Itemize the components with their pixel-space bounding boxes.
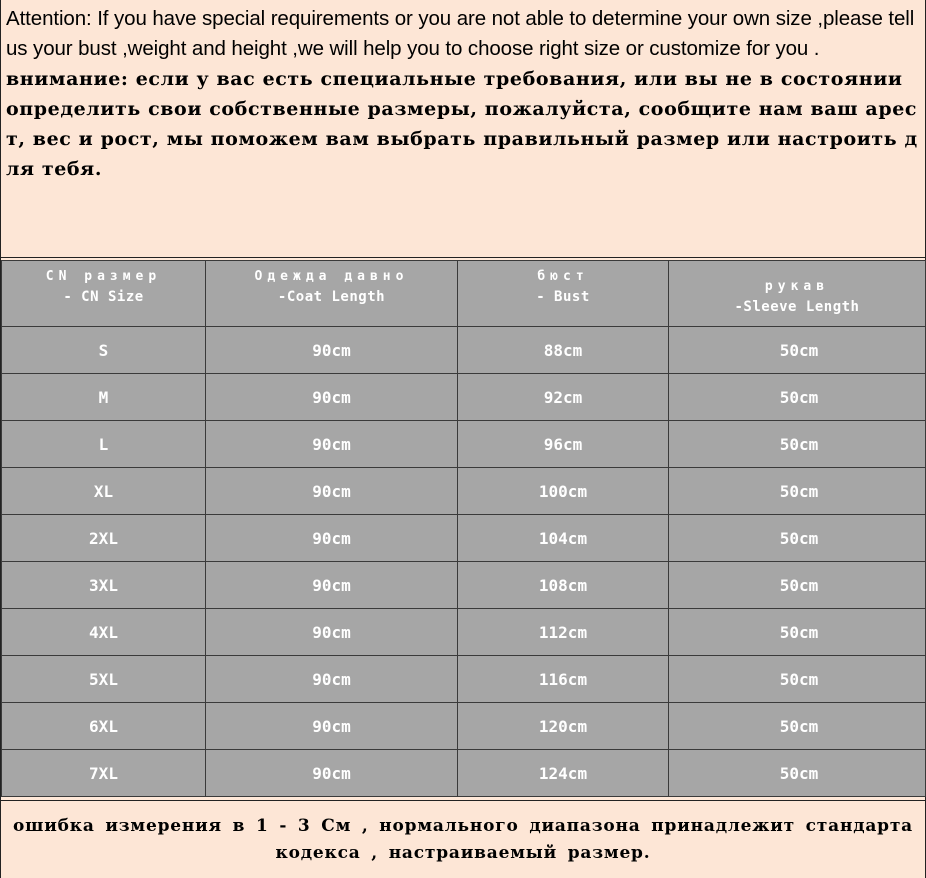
table-row bbox=[2, 750, 926, 797]
size-cell: 2XL bbox=[2, 515, 206, 562]
bust-cell: 100cm bbox=[458, 468, 669, 515]
size-cell: M bbox=[2, 374, 206, 421]
table-row bbox=[2, 327, 926, 374]
notice-box bbox=[1, 0, 925, 258]
bust-cell: 96cm bbox=[458, 421, 669, 468]
coat-length-cell: 90cm bbox=[206, 421, 458, 468]
size-cell: S bbox=[2, 327, 206, 374]
sleeve-length-cell: 50cm bbox=[669, 750, 926, 797]
table-row bbox=[2, 562, 926, 609]
header-size bbox=[2, 261, 206, 327]
header-sleeve-en: -Sleeve Length bbox=[734, 299, 860, 315]
bust-cell: 116cm bbox=[458, 656, 669, 703]
size-table bbox=[1, 260, 926, 797]
table-row bbox=[2, 515, 926, 562]
header-size-ru: CN размер bbox=[45, 269, 162, 284]
coat-length-cell: 90cm bbox=[206, 327, 458, 374]
size-cell: 6XL bbox=[2, 703, 206, 750]
header-coat-ru: Одежда давно bbox=[254, 269, 409, 284]
coat-length-cell: 90cm bbox=[206, 703, 458, 750]
sleeve-length-cell: 50cm bbox=[669, 468, 926, 515]
table-row bbox=[2, 703, 926, 750]
table-header-row bbox=[2, 261, 926, 327]
sleeve-length-cell: 50cm bbox=[669, 421, 926, 468]
header-size-en: - CN Size bbox=[63, 289, 144, 305]
sleeve-length-cell: 50cm bbox=[669, 656, 926, 703]
header-bust-ru: бюст bbox=[537, 269, 589, 284]
header-coat-en: -Coat Length bbox=[277, 289, 386, 305]
sleeve-length-cell: 50cm bbox=[669, 562, 926, 609]
size-cell: 3XL bbox=[2, 562, 206, 609]
header-sleeve-length bbox=[669, 261, 926, 327]
table-row bbox=[2, 656, 926, 703]
coat-length-cell: 90cm bbox=[206, 374, 458, 421]
measurement-note: ошибка измерения в 1 - 3 См , нормального диапазона принадлежит стандарта кодекса , настраиваемый размер. bbox=[1, 800, 925, 878]
coat-length-cell: 90cm bbox=[206, 468, 458, 515]
header-bust-en: - Bust bbox=[536, 289, 590, 305]
table-row bbox=[2, 468, 926, 515]
sleeve-length-cell: 50cm bbox=[669, 374, 926, 421]
bust-cell: 120cm bbox=[458, 703, 669, 750]
header-sleeve-ru: рукав bbox=[764, 279, 830, 294]
bust-cell: 104cm bbox=[458, 515, 669, 562]
bust-cell: 88cm bbox=[458, 327, 669, 374]
table-row bbox=[2, 374, 926, 421]
sleeve-length-cell: 50cm bbox=[669, 327, 926, 374]
size-cell: L bbox=[2, 421, 206, 468]
header-coat-length bbox=[206, 261, 458, 327]
coat-length-cell: 90cm bbox=[206, 750, 458, 797]
table-row bbox=[2, 609, 926, 656]
bust-cell: 112cm bbox=[458, 609, 669, 656]
notice-russian: внимание: если у вас есть специальные требования, или вы не в состоянии определить свои собственные размеры, пожалуйста, сообщите нам ваш арест, вес и рост, мы поможем вам выбрать правильный размер или настроить для тебя. bbox=[6, 68, 918, 180]
sleeve-length-cell: 50cm bbox=[669, 515, 926, 562]
coat-length-cell: 90cm bbox=[206, 515, 458, 562]
coat-length-cell: 90cm bbox=[206, 656, 458, 703]
notice-english: Attention: If you have special requirements or you are not able to determine your own size ,please tell us your bust ,weight and height ,we will help you to choose right size or customize for you . bbox=[6, 7, 915, 60]
table-body bbox=[2, 327, 926, 797]
size-cell: XL bbox=[2, 468, 206, 515]
header-bust bbox=[458, 261, 669, 327]
sleeve-length-cell: 50cm bbox=[669, 609, 926, 656]
bust-cell: 108cm bbox=[458, 562, 669, 609]
size-cell: 5XL bbox=[2, 656, 206, 703]
coat-length-cell: 90cm bbox=[206, 609, 458, 656]
size-cell: 7XL bbox=[2, 750, 206, 797]
sleeve-length-cell: 50cm bbox=[669, 703, 926, 750]
table-row bbox=[2, 421, 926, 468]
bust-cell: 92cm bbox=[458, 374, 669, 421]
size-cell: 4XL bbox=[2, 609, 206, 656]
coat-length-cell: 90cm bbox=[206, 562, 458, 609]
bust-cell: 124cm bbox=[458, 750, 669, 797]
